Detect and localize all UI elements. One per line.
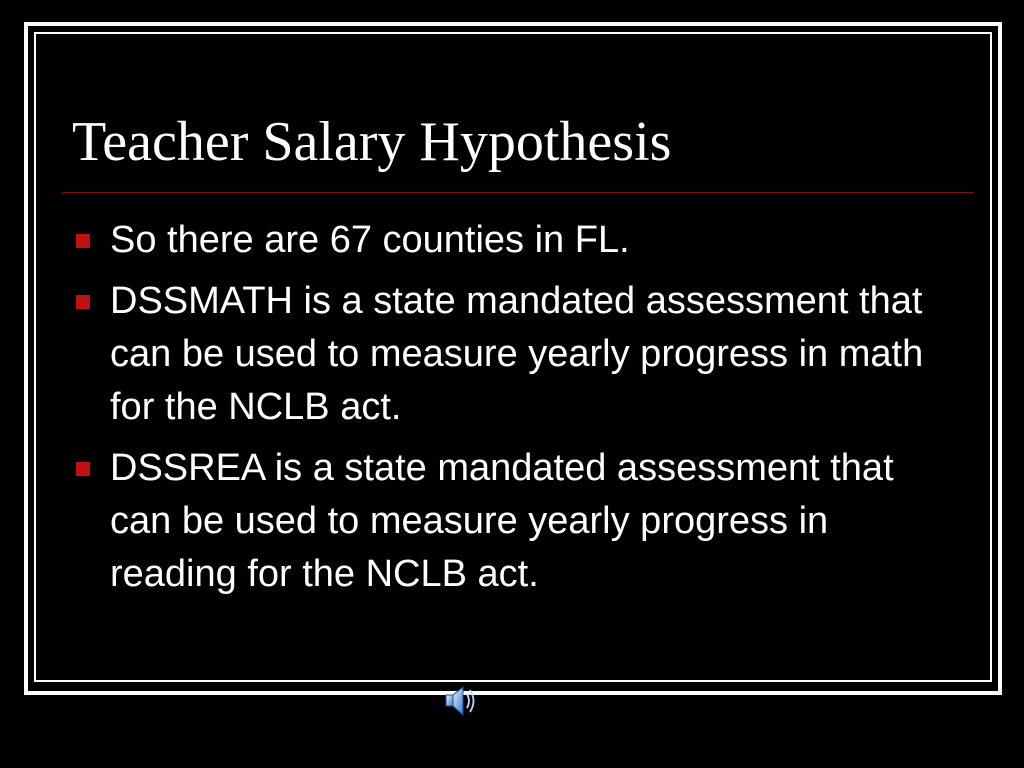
bullet-item bbox=[72, 275, 952, 434]
square-bullet-icon bbox=[76, 462, 90, 476]
bullet-text: DSSMATH is a state mandated assessment that can be used to measure yearly progress in math for the NCLB act. bbox=[110, 280, 924, 428]
square-bullet-icon bbox=[76, 295, 90, 309]
bullet-text: So there are 67 counties in FL. bbox=[110, 219, 630, 261]
square-bullet-icon bbox=[76, 234, 90, 248]
bullet-item bbox=[72, 214, 952, 267]
speaker-icon[interactable] bbox=[441, 683, 481, 719]
slide-title: Teacher Salary Hypothesis bbox=[72, 111, 672, 173]
bullet-list bbox=[72, 214, 952, 609]
bullet-text: DSSREA is a state mandated assessment that can be used to measure yearly progress in reading for the NCLB act. bbox=[110, 447, 894, 595]
bullet-item bbox=[72, 442, 952, 601]
title-divider bbox=[62, 192, 974, 193]
